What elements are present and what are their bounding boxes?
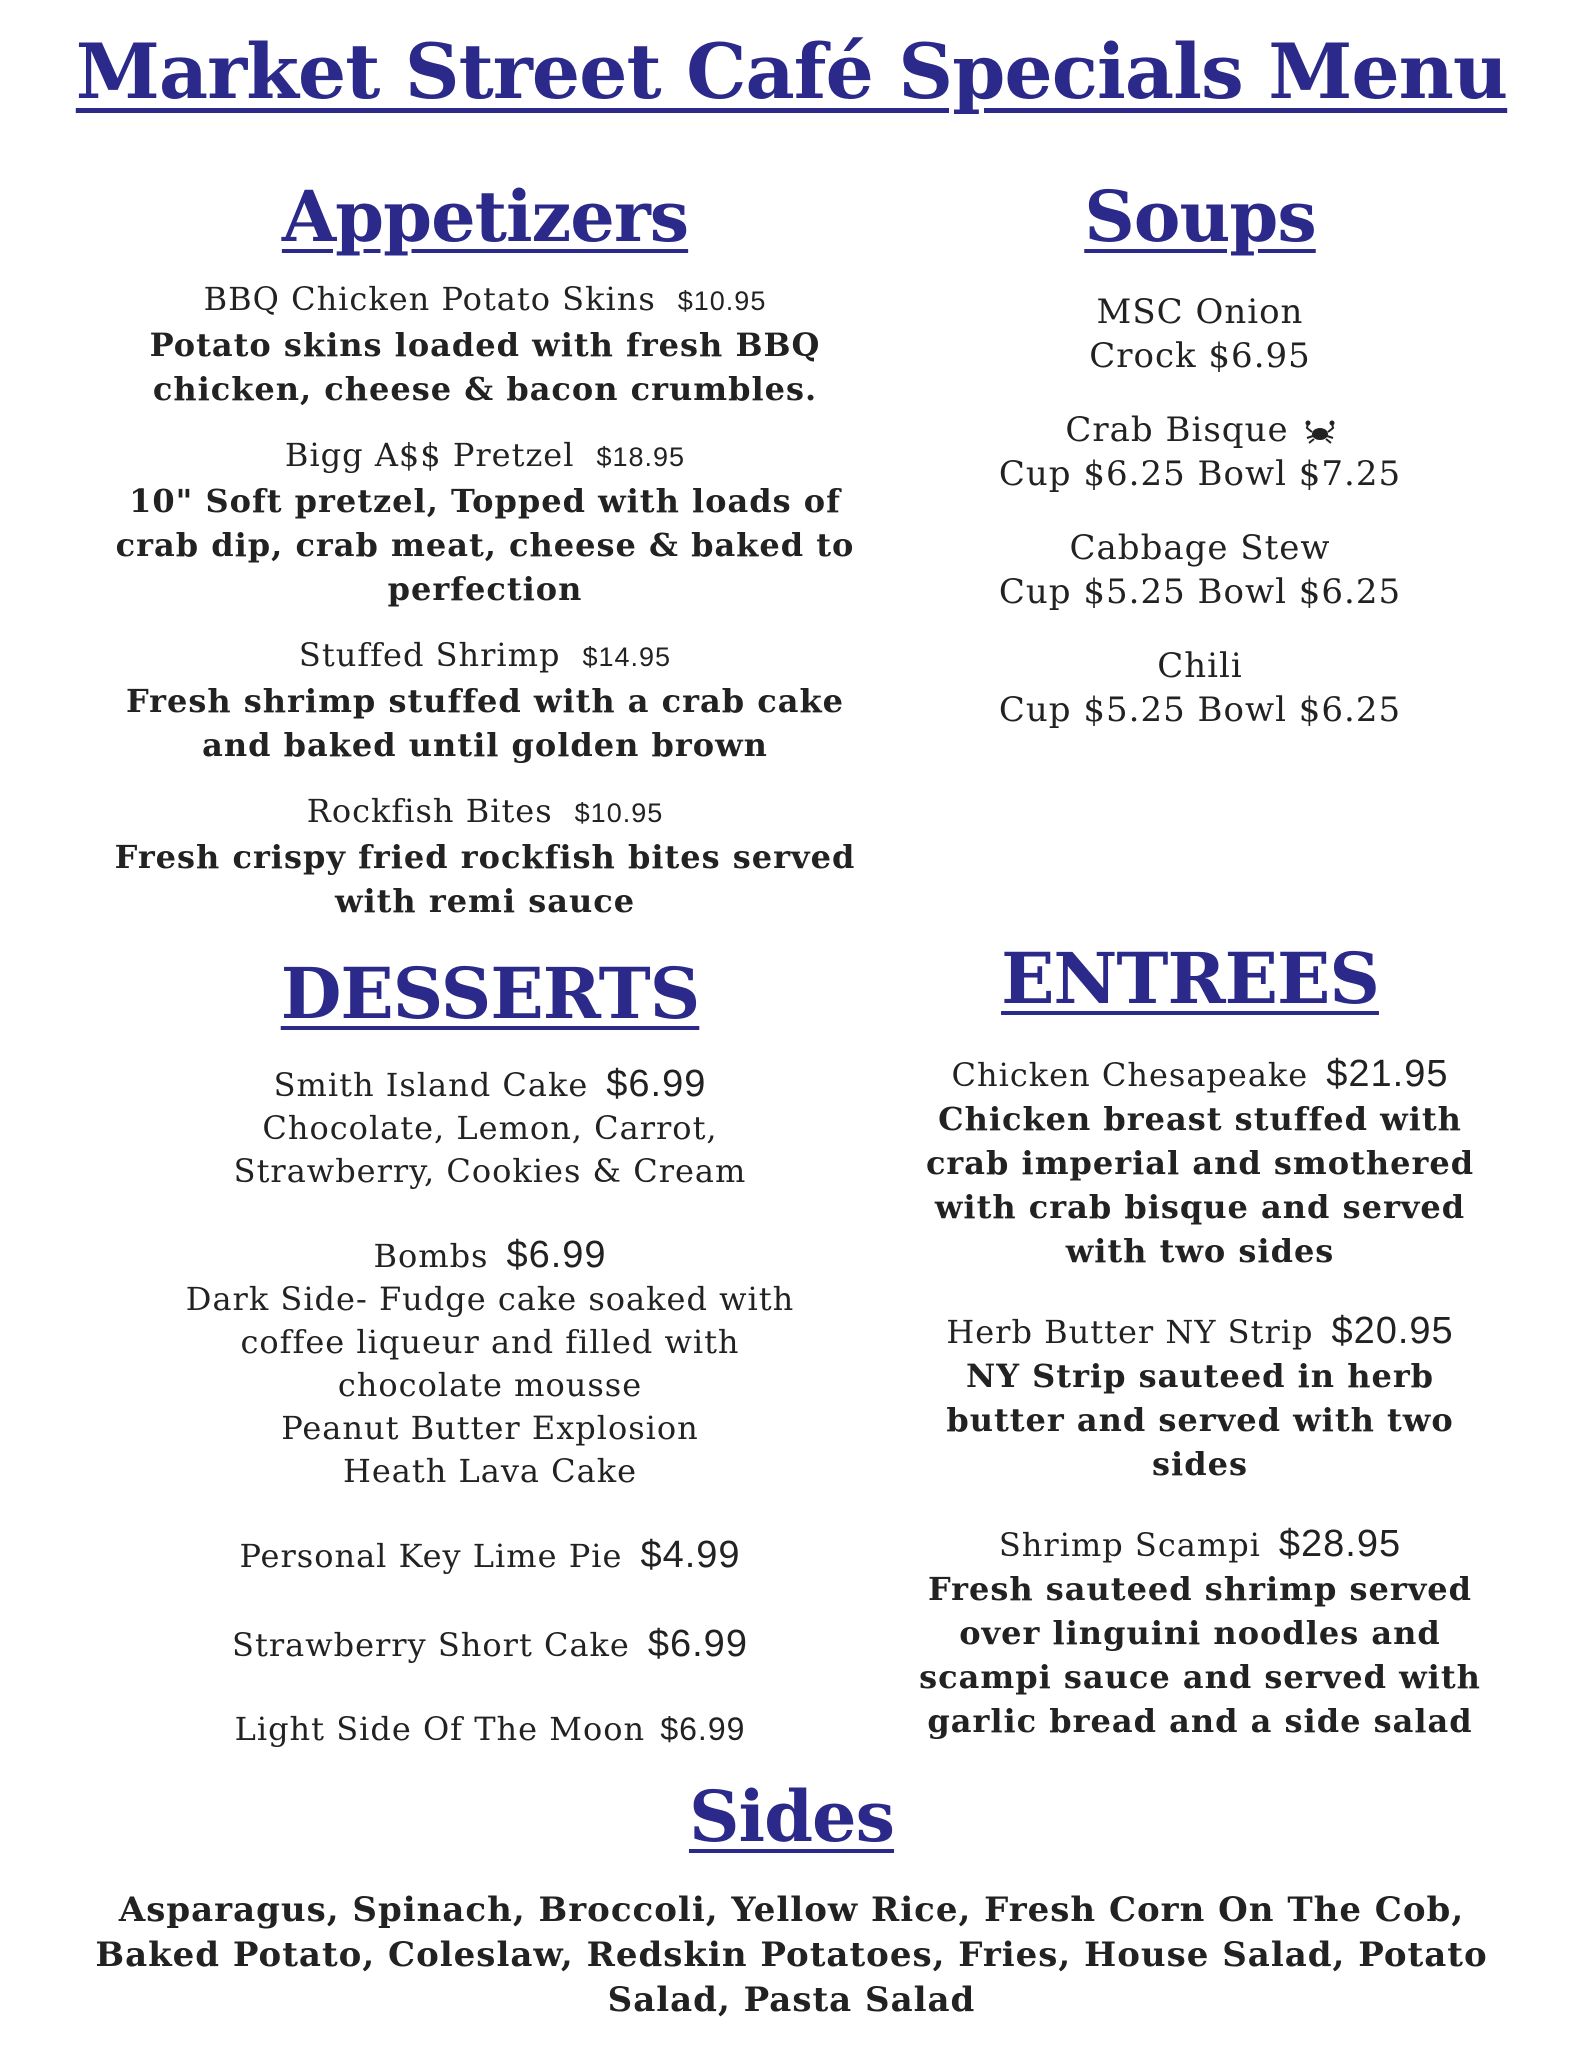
item-description: Heath Lava Cake [342,1452,638,1490]
item-price: $10.95 [677,286,767,316]
item-description: Fresh shrimp stuffed with a crab cake [125,682,845,720]
appetizer-item [70,789,900,923]
appetizer-item [70,277,900,411]
item-description: 10" Soft pretzel, Topped with loads of [129,482,841,520]
item-name: Smith Island Cake [273,1066,589,1104]
item-description: over linguini noodles and [959,1614,1441,1652]
sides-line: Baked Potato, Coleslaw, Redskin Potatoes, Fries, House Salad, Potato [95,1935,1488,1975]
soups-list [950,290,1450,732]
entree-item [880,1309,1520,1486]
item-description: with remi sauce [334,882,636,920]
item-description: perfection [387,570,583,608]
item-description: sides [1152,1445,1248,1483]
item-description: crab imperial and smothered [925,1144,1475,1182]
item-name: Herb Butter NY Strip [946,1313,1314,1351]
item-name: Bigg A$$ Pretzel [284,436,575,474]
appetizer-item [70,633,900,767]
item-name: Crab Bisque [1065,410,1289,450]
item-description: chocolate mousse [337,1366,643,1404]
item-name: Strawberry Short Cake [232,1626,630,1664]
item-price: Cup $5.25 Bowl $6.25 [998,572,1402,612]
item-name: Personal Key Lime Pie [239,1537,623,1575]
item-name: Stuffed Shrimp [298,636,561,674]
item-price: $20.95 [1331,1310,1454,1352]
item-name: Light Side Of The Moon [234,1710,646,1748]
item-name: Bombs [373,1237,489,1275]
item-name: Shrimp Scampi [998,1526,1261,1564]
item-price: $14.95 [582,642,672,672]
item-price: $18.95 [596,442,686,472]
menu-title: Market Street Café Specials Menu [75,27,1508,116]
item-name: Rockfish Bites [306,792,553,830]
item-price: $6.99 [606,1063,707,1105]
item-price: $28.95 [1278,1523,1402,1565]
item-description: Chocolate, Lemon, Carrot, [262,1109,718,1147]
entree-item [880,1522,1520,1743]
item-description: crab dip, crab meat, cheese & baked to [115,526,855,564]
entrees-heading: ENTREES [1001,937,1379,1020]
item-description: chicken, cheese & bacon crumbles. [152,370,818,408]
desserts-list [90,1062,890,1751]
appetizer-item [70,433,900,611]
sides-heading: Sides [688,1775,895,1858]
item-price: Cup $6.25 Bowl $7.25 [998,454,1402,494]
item-name: BBQ Chicken Potato Skins [203,280,656,318]
soup-item [950,290,1450,378]
soups-heading: Soups [1084,175,1316,258]
item-description: coffee liqueur and filled with [240,1323,740,1361]
item-description: Potato skins loaded with fresh BBQ [149,326,821,364]
item-description: Strawberry, Cookies & Cream [233,1152,747,1190]
dessert-item [90,1707,890,1751]
item-description: scampi sauce and served with [919,1658,1481,1696]
entree-item [880,1052,1520,1273]
item-price: Crock $6.95 [1089,336,1311,376]
item-description: Dark Side- Fudge cake soaked with [185,1280,795,1318]
item-description: butter and served with two [946,1401,1454,1439]
item-description: with two sides [1065,1232,1335,1270]
crab-icon [1305,419,1335,445]
entrees-list [880,1052,1520,1743]
item-description: with crab bisque and served [934,1188,1466,1226]
item-price: $6.99 [660,1711,746,1747]
item-price: $6.99 [647,1623,748,1665]
item-description: garlic bread and a side salad [927,1702,1473,1740]
dessert-item [90,1622,890,1667]
item-price: $6.99 [506,1234,607,1276]
item-price: Cup $5.25 Bowl $6.25 [998,690,1402,730]
item-description: Fresh crispy fried rockfish bites served [114,838,856,876]
desserts-heading: DESSERTS [280,952,700,1035]
soup-item [950,644,1450,732]
item-description: NY Strip sauteed in herb [965,1357,1435,1395]
item-description: and baked until golden brown [202,726,768,764]
item-description: Peanut Butter Explosion [281,1409,699,1447]
item-name: Chili [1157,646,1243,686]
item-description: Fresh sauteed shrimp served [927,1570,1473,1608]
appetizers-list [70,277,900,923]
item-name: Cabbage Stew [1069,528,1331,568]
soup-item [950,526,1450,614]
item-name: MSC Onion [1096,292,1304,332]
dessert-item [90,1062,890,1193]
item-price: $4.99 [640,1534,741,1576]
item-price: $10.95 [574,798,664,828]
dessert-item [90,1533,890,1578]
sides-list [40,1888,1543,2023]
sides-line: Salad, Pasta Salad [607,1980,976,2020]
dessert-item [90,1233,890,1493]
appetizers-heading: Appetizers [281,175,689,258]
item-price: $21.95 [1326,1053,1449,1095]
item-name: Chicken Chesapeake [951,1056,1309,1094]
soup-item [950,408,1450,496]
sides-line: Asparagus, Spinach, Broccoli, Yellow Rice, Fresh Corn On The Cob, [118,1890,1465,1930]
item-description: Chicken breast stuffed with [938,1100,1462,1138]
